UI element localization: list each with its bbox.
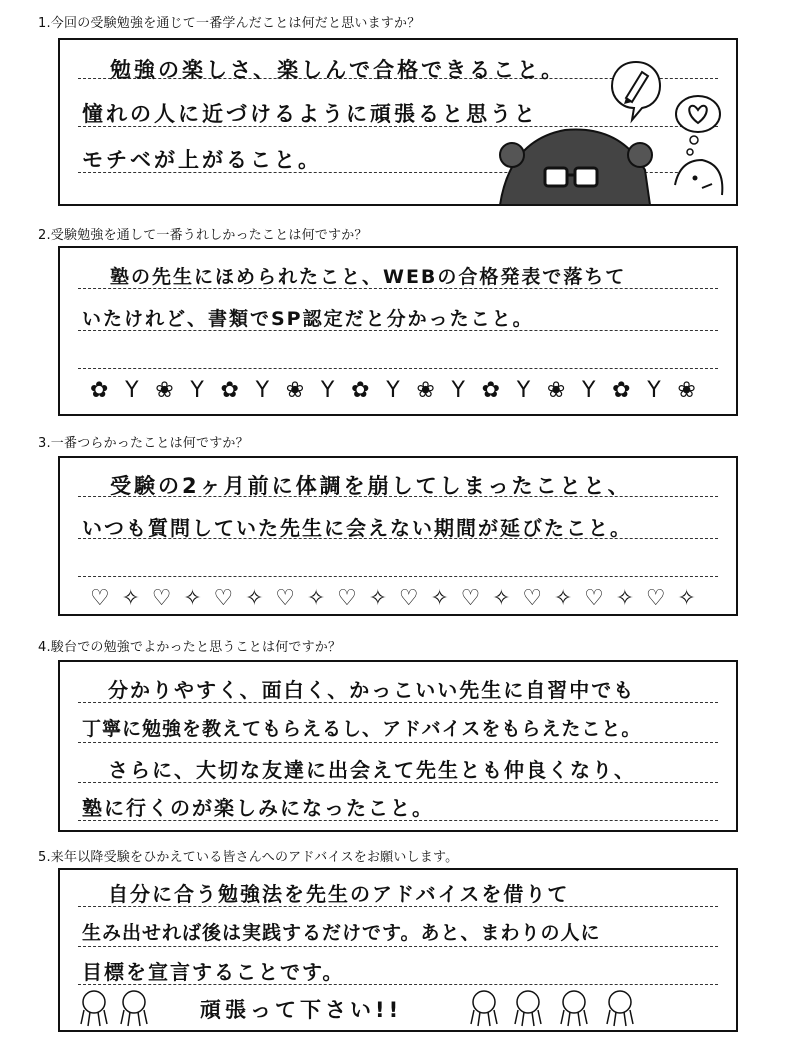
heart-icon [672,92,724,162]
answer-3-line-2: いつも質問していた先生に会えない期間が延びたこと。 [82,516,632,540]
heart-sparkle-border [90,586,696,611]
answer-1-line-2: 憧れの人に近づけるように頑張ると思うと [82,102,538,126]
flower-icon: ❀ [155,378,174,403]
sparkle-icon: ✧ [430,586,449,611]
heart-icon: ♡ [398,586,419,611]
sparkle-icon: ✧ [677,586,696,611]
answer-5-line-3: 目標を宣言することです。 [82,960,345,984]
sprout-icon: Y [451,378,465,403]
flower-icon: ✿ [351,378,370,403]
heart-icon: ♡ [275,586,296,611]
sprout-icon: Y [125,378,139,403]
answer-box-1 [58,38,738,206]
sparkle-icon: ✧ [121,586,140,611]
answer-5-line-2: 生み出せれば後は実践するだけです。あと、まわりの人に [82,922,601,944]
answer-4-line-3: さらに、大切な友達に出会えて先生とも仲良くなり、 [108,758,636,782]
sprout-icon: Y [190,378,204,403]
sparkle-icon: ✧ [368,586,388,611]
sparkle-icon: ✧ [183,586,202,611]
flower-icon: ❀ [285,378,305,403]
sprout-icon: Y [255,378,270,403]
answer-4-line-1: 分かりやすく、面白く、かっこいい先生に自習中でも [108,678,636,702]
flower-icon: ✿ [90,378,109,403]
question-1-label: 1.今回の受験勉強を通じて一番学んだことは何だと思いますか？ [38,16,421,31]
flower-sprout-border [90,378,696,403]
heart-icon: ♡ [337,586,357,611]
sprout-icon: Y [647,378,661,403]
sprout-icon: Y [516,378,531,403]
flower-icon: ❀ [416,378,435,403]
flower-icon: ❀ [546,378,566,403]
sparkle-icon: ✧ [245,586,264,611]
flower-icon: ✿ [481,378,501,403]
sparkle-icon: ✧ [553,586,573,611]
answer-3-line-1: 受験の2ヶ月前に体調を崩してしまったことと、 [110,474,632,498]
flower-icon: ❀ [677,378,696,403]
answer-box-3 [58,456,738,616]
answer-4-line-4: 塾に行くのが楽しみになったこと。 [82,796,434,820]
answer-box-4 [58,660,738,832]
sparkle-icon: ✧ [306,586,326,611]
answer-5-line-4: 頑張って下さい!! [200,998,403,1022]
sprout-icon: Y [320,378,335,403]
answer-4-line-2: 丁寧に勉強を教えてもらえるし、アドバイスをもらえたこと。 [82,718,642,740]
flower-icon: ✿ [220,378,239,403]
question-4-label: 4.駿台での勉強でよかったと思うことは何ですか？ [38,640,342,655]
answer-1-line-3: モチベが上がること。 [82,148,322,172]
answer-2-line-2: いたけれど、書類でSP認定だと分かったこと。 [82,308,534,330]
question-5-label: 5.来年以降受験をひかえている皆さんへのアドバイスをお願いします。 [38,850,459,865]
sprout-icon: Y [386,378,400,403]
question-2-label: 2.受験勉強を通して一番うれしかったことは何ですか？ [38,228,368,243]
sparkle-icon: ✧ [492,586,511,611]
heart-icon: ♡ [460,586,481,611]
heart-icon: ♡ [151,586,172,611]
question-3-label: 3.一番つらかったことは何ですか？ [38,436,249,451]
sparkle-icon: ✧ [615,586,635,611]
answer-box-5 [58,868,738,1032]
octopus-icon [468,988,648,1030]
flower-icon: ✿ [612,378,631,403]
answer-box-2 [58,246,738,416]
heart-icon: ♡ [213,586,234,611]
heart-icon: ♡ [90,586,110,611]
answer-2-line-1: 塾の先生にほめられたこと、WEBの合格発表で落ちて [110,266,627,288]
sprout-icon: Y [581,378,596,403]
heart-icon: ♡ [522,586,543,611]
pencil-icon [608,58,664,124]
answer-5-line-1: 自分に合う勉強法を先生のアドバイスを借りて [108,882,570,906]
answer-1-line-1: 勉強の楽しさ、楽しんで合格できること。 [110,58,566,82]
octopus-icon [78,988,158,1030]
heart-icon: ♡ [584,586,604,611]
heart-icon: ♡ [645,586,666,611]
